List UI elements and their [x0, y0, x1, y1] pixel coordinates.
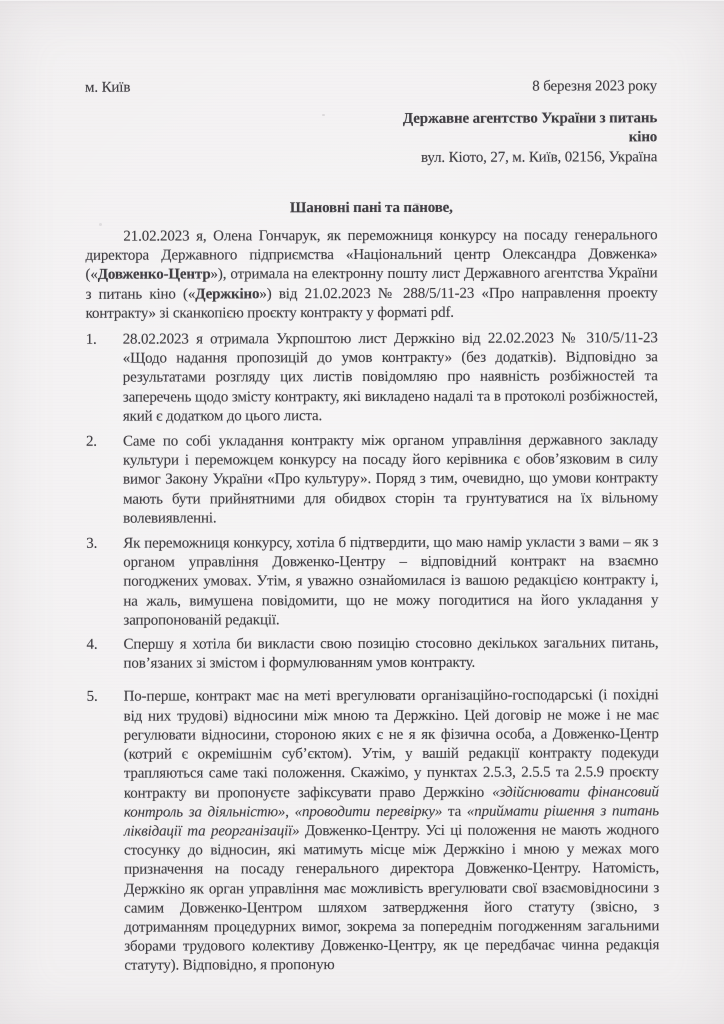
letter-city: м. Київ: [85, 79, 131, 96]
salutation: Шановні пані та панове,: [289, 199, 453, 217]
recipient-address: вул. Кіото, 27, м. Київ, 02156, Україна: [420, 148, 658, 166]
list-item: [87, 687, 660, 977]
item-text: 28.02.2023 я отримала Укрпоштою лист Держкіно від 22.02.2023 № 310/5/11-23 «Щодо надання пропозицій до умов контракту» (без додатків). Відповідно за результатами розгляду цих листів повідомляю про наявність розбіжностей та заперечень щодо змісту контракту, які викладено надалі та в протоколі розбіжностей, який є додатком до цього листа.: [122, 330, 658, 425]
list-item: [86, 533, 658, 631]
intro-paragraph: 21.02.2023 я, Олена Гончарук, як переможниця конкурсу на посаду генерального директора Державного підприємства «Національний центр Олександра Довженка» («Довженко-Центр»), отримала на електронну пошту лист Державного агентства України з питань кіно («Держкіно») від 21.02.2023 № 288/5/11-23 «Про направлення проекту контракту» зі сканкопією проєкту контракту у форматі pdf.: [85, 227, 658, 322]
item-number: 5.: [86, 689, 98, 706]
item-text: Спершу я хотіла би викласти свою позицію стосовно декількох загальних питань, пов’язаних зі змістом і формулюванням умов контракту.: [123, 635, 659, 672]
list-item: [86, 329, 658, 427]
list-item: [86, 431, 658, 529]
item-number: 3.: [86, 535, 98, 552]
recipient-name-line2: кіно: [628, 129, 658, 146]
item-number: 1.: [85, 331, 97, 348]
item-number: 4.: [86, 636, 98, 653]
item-number: 2.: [85, 433, 97, 450]
letter-content: [85, 77, 659, 976]
recipient-name-line1: Державне агентство України з питань: [402, 110, 658, 128]
letter-header: [85, 77, 657, 98]
list-item: [86, 634, 658, 674]
item-text: Як переможниця конкурсу, хотіла б підтвердити, що маю намір укласти з вами – як з органом управління Довженко-Центру – відповідний контракт на взаємно погоджених умовах. Утім, я уважно ознайомилася із вашою редакцією контракту і, на жаль, вимушена повідомити, що не можу погодитися на його укладання у запропонованій редакції.: [123, 534, 659, 629]
letter-date: 8 березня 2023 року: [532, 78, 658, 95]
scan-edge-artifact: [0, 0, 724, 3]
recipient-block: [85, 109, 657, 168]
item-text: Саме по собі укладання контракту між органом управління державного закладу культури і переможцем конкурсу на посаду його керівника є обов’язковим в силу вимог Закону України «Про культуру». Поряд з тим, очевидно, що умови контракту мають бути прийнятними для обидвох сторін та грунтуватися на їх вільному волевиявленні.: [122, 432, 659, 527]
numbered-list: [86, 329, 660, 976]
item-text: По-перше, контракт має на меті врегулювати організаційно-господарські (і похідні від них трудові) відносини між мною та Держкіно. Цей договір не може і не має регулювати відносини, стороною яких є не я як фізична особа, а Довженко-Центр (котрий є окремішнім суб’єктом). Утім, у вашій редакції контракту подекуди трапляються саме такі положення. Скажімо, у пунктах 2.5.3, 2.5.5 та 2.5.9 проєкту контракту ви пропонуєте зафіксувати право Держкіно «здійснювати фінансовий контроль за діяльністю», «проводити перевірку» та «приймати рішення з питань ліквідації та реорганізації» Довженко-Центру. Усі ці положення не мають жодного стосунку до відносин, які матимуть місце між Держкіно і мною у межах мого призначення на посаду генерального директора Довженко-Центру. Натомість, Держкіно як орган управління має можливість врегулювати свої взаємовідносини з самим Довженко-Центром шляхом затвердження його статуту (звісно, з дотриманням процедурних вимог, зокрема за попереднім погодженням загальними зборами трудового колективу Довженко-Центру, як це передбачає чинна редакція статуту). Відповідно, я пропоную: [123, 687, 660, 974]
